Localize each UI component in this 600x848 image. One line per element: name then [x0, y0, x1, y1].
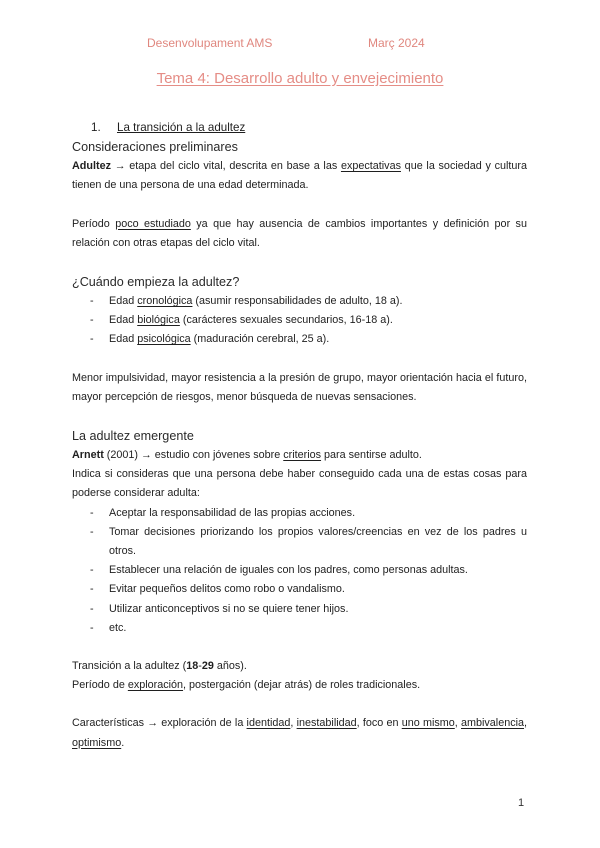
term-uno-mismo: uno mismo — [401, 717, 455, 730]
section-heading — [91, 118, 527, 137]
text: Período de — [72, 679, 128, 692]
paragraph-adultez — [72, 157, 527, 195]
dash-bullet: - — [90, 583, 94, 596]
text: Edad — [109, 314, 138, 327]
term: psicológica — [137, 333, 191, 346]
dash-bullet: - — [90, 295, 94, 308]
section-title: La transición a la adultez — [117, 121, 246, 134]
term: cronológica — [137, 295, 193, 308]
list-item — [72, 619, 527, 638]
age-start: 18 — [186, 660, 199, 673]
list-item — [72, 311, 527, 330]
text: Tomar decisiones priorizando los propios valores/creencias en vez de los padres u otros. — [109, 525, 527, 558]
text: , — [524, 717, 528, 730]
text: . — [121, 736, 125, 749]
text: Período — [72, 217, 116, 230]
subheading-preliminares: Consideraciones preliminares — [72, 140, 238, 155]
term-optimismo: optimismo — [72, 736, 122, 749]
term-inestabilidad: inestabilidad — [296, 717, 357, 730]
paragraph-periodo — [72, 215, 527, 253]
subheading-emergente: La adultez emergente — [72, 429, 194, 444]
list-edades — [72, 292, 527, 350]
section-number: 1. — [91, 121, 101, 134]
term-arnett: Arnett — [72, 449, 104, 462]
paragraph-transicion — [72, 657, 527, 676]
term-adultez: Adultez — [72, 160, 111, 173]
paragraph-indica: Indica si consideras que una persona debe haber conseguido cada una de estas cosas para poderse considerar adulta: — [72, 468, 527, 500]
term-exploracion: exploración — [127, 679, 184, 692]
dash-bullet: - — [90, 333, 94, 346]
text: → etapa del ciclo vital, descrita en base a las — [111, 160, 341, 173]
text: Establecer una relación de iguales con los padres, como personas adultas. — [109, 564, 468, 577]
text: Características → exploración de la — [72, 717, 247, 730]
text: etc. — [109, 621, 127, 634]
text: , postergación (dejar atrás) de roles tradicionales. — [183, 679, 421, 692]
text: (asumir responsabilidades de adulto, 18 a). — [192, 295, 403, 308]
list-item — [72, 292, 527, 311]
page-number: 1 — [518, 797, 525, 809]
list-item — [72, 600, 527, 619]
paragraph-caracteristicas — [72, 714, 527, 752]
text: Transición a la adultez ( — [72, 660, 187, 673]
text: Aceptar la responsabilidad de las propias acciones. — [109, 506, 356, 519]
dash-bullet: - — [90, 525, 94, 538]
document-body — [72, 118, 527, 753]
term-expectativas: expectativas — [340, 160, 401, 173]
term-identidad: identidad — [246, 717, 291, 730]
header-course: Desenvolupament AMS — [147, 36, 273, 50]
paragraph-exploracion — [72, 676, 527, 695]
term: biológica — [137, 314, 180, 327]
text: Edad — [109, 295, 138, 308]
dash-bullet: - — [90, 564, 94, 577]
age-end: 29 — [201, 660, 214, 673]
text: , — [290, 717, 297, 730]
term-criterios: criterios — [283, 449, 322, 462]
text: , foco en — [356, 717, 402, 730]
page-title: Tema 4: Desarrollo adulto y envejecimiento — [156, 70, 444, 87]
text: que la sociedad y cultura tienen de una persona de una edad determinada. — [72, 160, 527, 192]
term-poco-estudiado: poco estudiado — [115, 217, 191, 230]
dash-bullet: - — [90, 621, 94, 634]
text: Utilizar anticonceptivos si no se quiere tener hijos. — [109, 602, 349, 615]
dash-bullet: - — [90, 602, 94, 615]
dash-bullet: - — [90, 314, 94, 327]
text: (maduración cerebral, 25 a). — [190, 333, 330, 346]
text: , — [454, 717, 461, 730]
paragraph-menor-impulsividad: Menor impulsividad, mayor resistencia a la presión de grupo, mayor orientación hacia el futuro, mayor percepción de riesgos, menor búsqueda de nuevas sensaciones. — [72, 371, 527, 403]
text: ya que hay ausencia de cambios importantes y definición por su relación con otras etapas del ciclo vital. — [72, 217, 527, 249]
list-criterios — [72, 504, 527, 638]
text: Edad — [109, 333, 138, 346]
text: - — [198, 660, 202, 673]
list-item — [72, 330, 527, 349]
paragraph-arnett — [72, 446, 527, 465]
list-item — [72, 504, 527, 523]
dash-bullet: - — [90, 506, 94, 519]
text: Evitar pequeños delitos como robo o vandalismo. — [109, 583, 345, 596]
text: (carácteres sexuales secundarios, 16-18 a). — [179, 314, 393, 327]
text: años). — [213, 660, 247, 673]
list-item — [72, 580, 527, 599]
header-date: Març 2024 — [368, 36, 425, 50]
text: (2001) → estudio con jóvenes sobre — [103, 449, 284, 462]
text: para sentirse adulto. — [321, 449, 422, 462]
subheading-cuando: ¿Cuándo empieza la adultez? — [72, 275, 240, 290]
list-item — [72, 561, 527, 580]
list-item — [72, 523, 527, 561]
term-ambivalencia: ambivalencia — [461, 717, 525, 730]
